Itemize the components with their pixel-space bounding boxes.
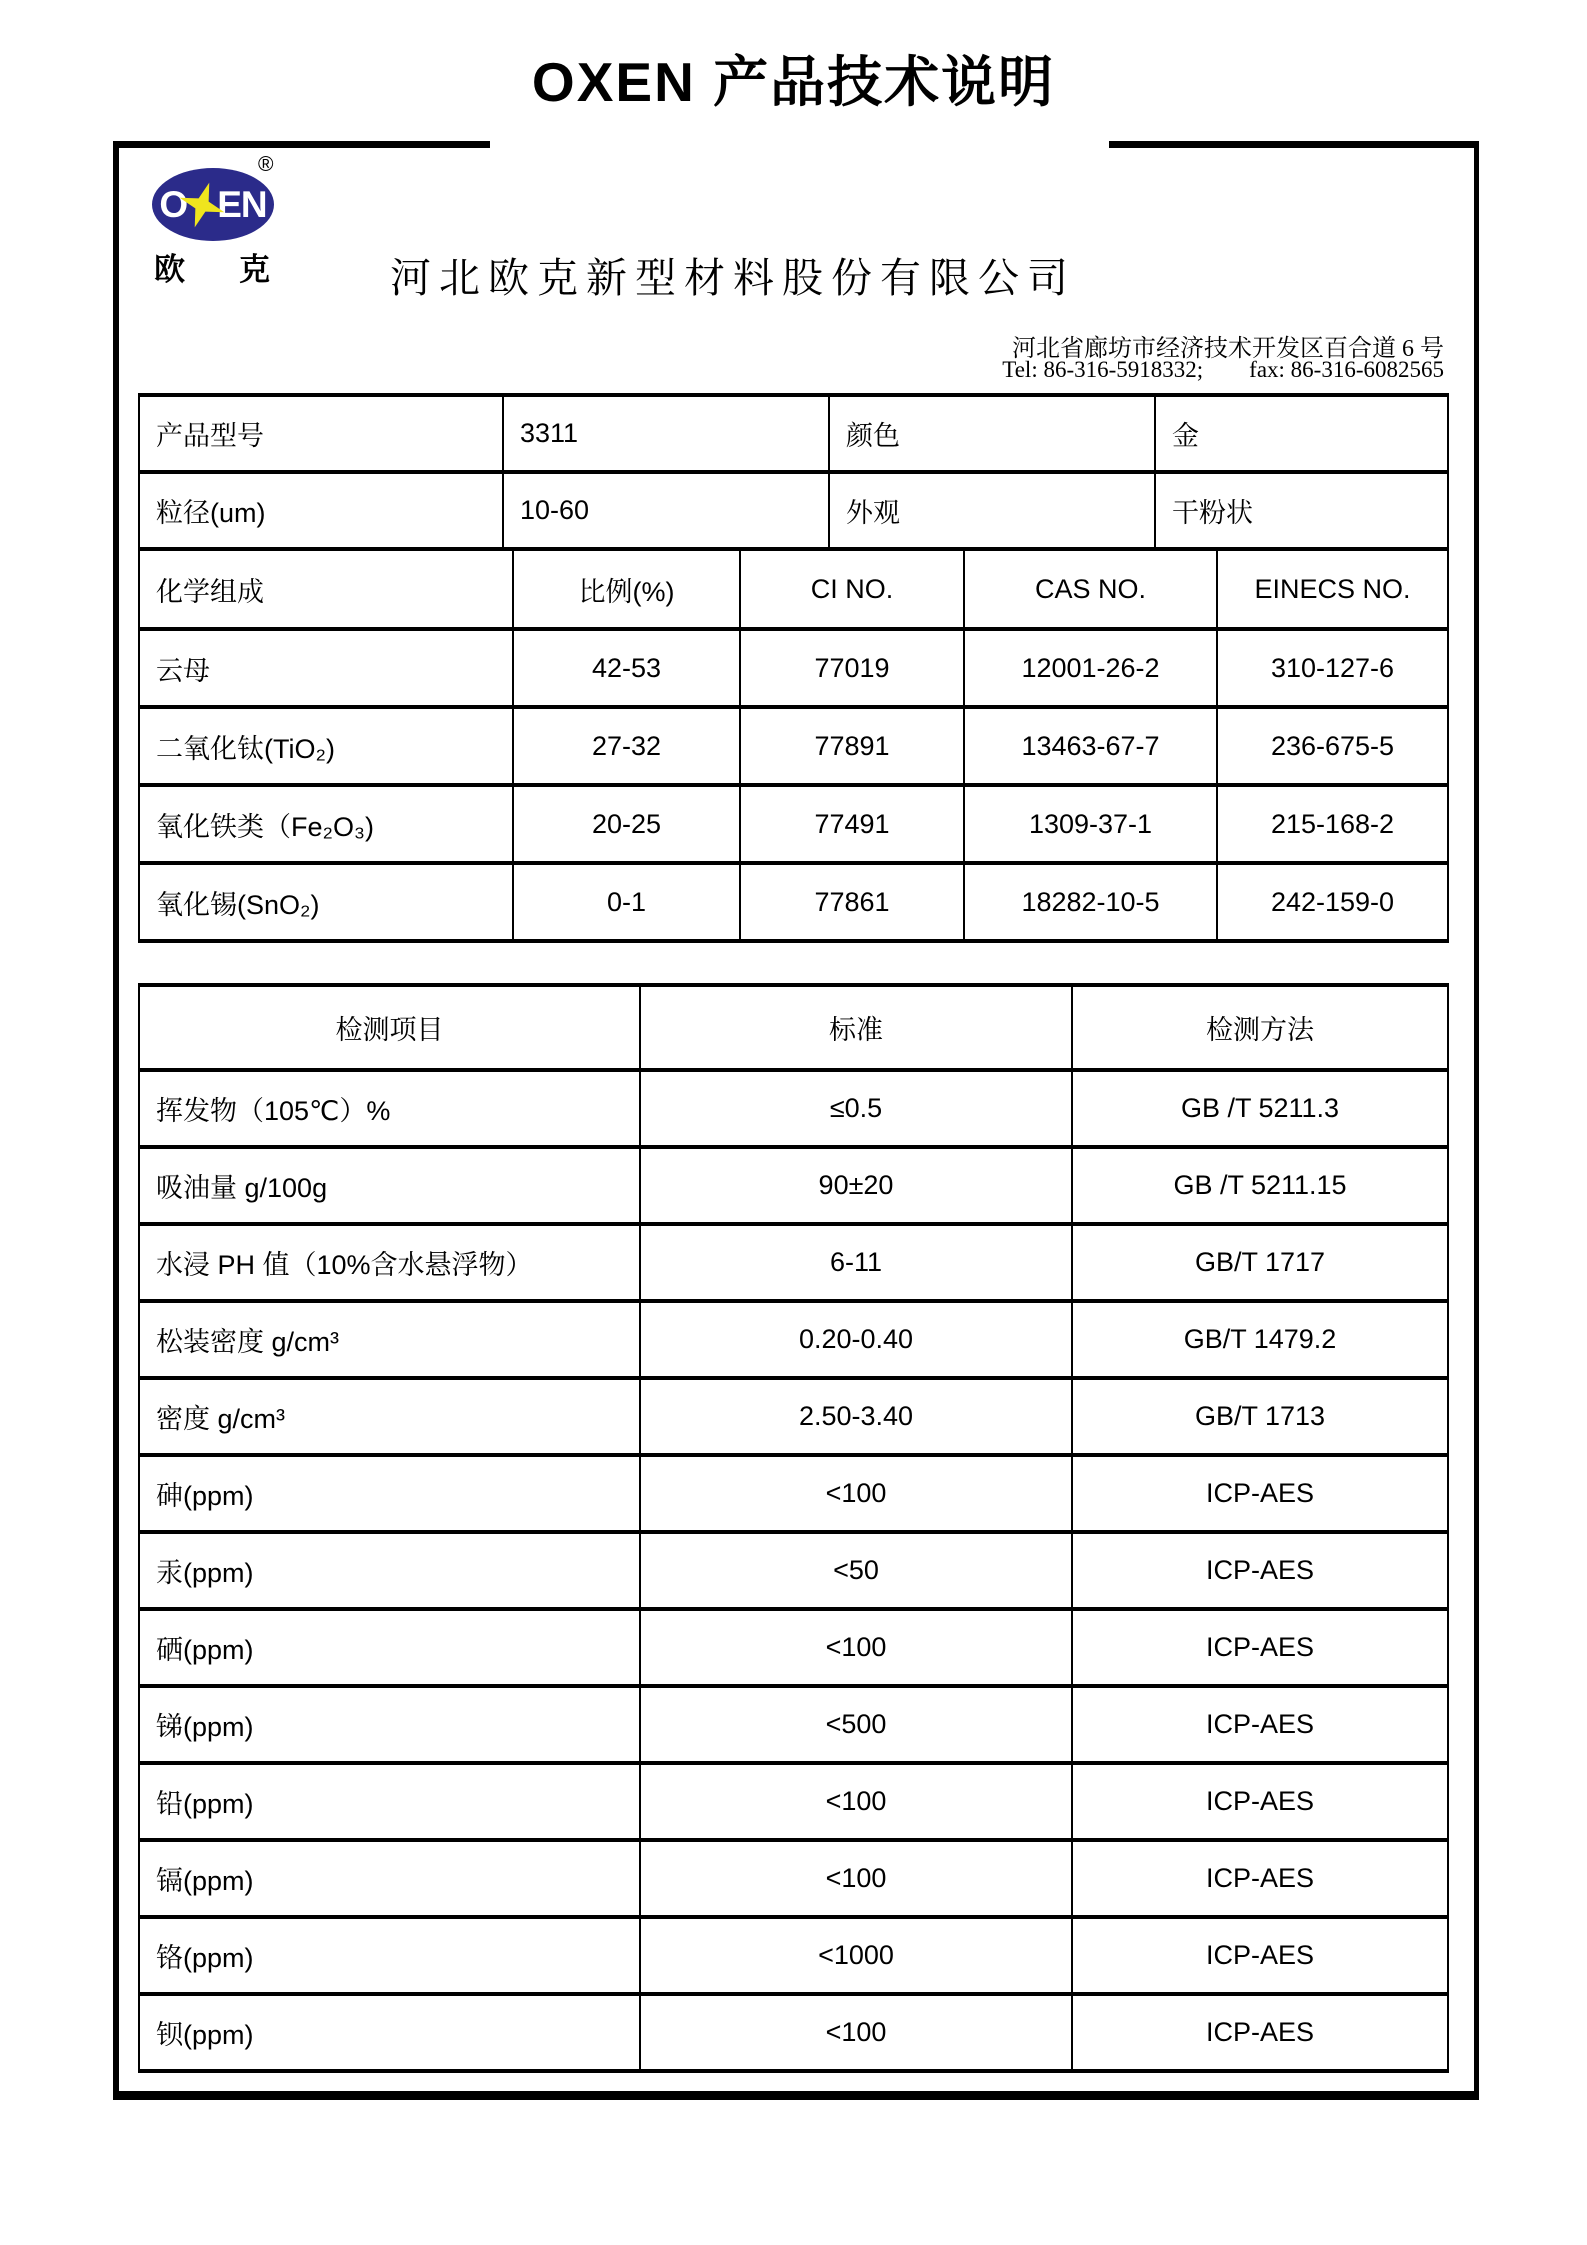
table-row (139, 863, 1448, 941)
test-standard: <100 (640, 1994, 1072, 2071)
logo-caption-left: 欧 (154, 252, 185, 287)
test-method: GB /T 5211.3 (1072, 1070, 1448, 1147)
logo-caption-right: 克 (239, 252, 270, 287)
table-row (139, 1070, 1448, 1147)
logo-letter-o: O (159, 184, 188, 225)
table-row (139, 1994, 1448, 2071)
component-einecs: 236-675-5 (1217, 707, 1448, 785)
appearance-label: 外观 (829, 472, 1155, 549)
component-ratio: 42-53 (513, 629, 740, 707)
logo-letters-en: EN (217, 184, 267, 225)
product-model-label: 产品型号 (139, 395, 503, 472)
test-method: ICP-AES (1072, 1609, 1448, 1686)
test-item: 吸油量 g/100g (139, 1147, 640, 1224)
test-method: GB/T 1717 (1072, 1224, 1448, 1301)
table-header-row (139, 549, 1448, 629)
color-value: 金 (1155, 395, 1448, 472)
test-item: 铅(ppm) (139, 1763, 640, 1840)
particle-size-value: 10-60 (503, 472, 829, 549)
test-standard: <100 (640, 1609, 1072, 1686)
col-header-composition: 化学组成 (139, 549, 513, 629)
page-title: OXEN 产品技术说明 (531, 51, 1056, 113)
table-row (139, 1455, 1448, 1532)
table-row (139, 395, 1448, 472)
oxen-logo (152, 168, 274, 241)
test-method: GB/T 1479.2 (1072, 1301, 1448, 1378)
appearance-value: 干粉状 (1155, 472, 1448, 549)
content-border-box (113, 141, 1479, 2100)
test-method: ICP-AES (1072, 1686, 1448, 1763)
component-cas: 18282-10-5 (964, 863, 1217, 941)
test-standard: ≤0.5 (640, 1070, 1072, 1147)
table-row (139, 1609, 1448, 1686)
test-item: 水浸 PH 值（10%含水悬浮物） (139, 1224, 640, 1301)
company-fax: fax: 86-316-6082565 (1249, 357, 1444, 382)
test-standard: <1000 (640, 1917, 1072, 1994)
test-item: 砷(ppm) (139, 1455, 640, 1532)
table-row (139, 472, 1448, 549)
table-row (139, 1686, 1448, 1763)
col-header-standard: 标准 (640, 985, 1072, 1070)
table-row (139, 1917, 1448, 1994)
col-header-method: 检测方法 (1072, 985, 1448, 1070)
test-item: 密度 g/cm³ (139, 1378, 640, 1455)
test-item: 硒(ppm) (139, 1609, 640, 1686)
table-row (139, 1224, 1448, 1301)
component-ci: 77861 (740, 863, 964, 941)
table-row (139, 1532, 1448, 1609)
component-ratio: 0-1 (513, 863, 740, 941)
table-row (139, 785, 1448, 863)
test-item: 铬(ppm) (139, 1917, 640, 1994)
test-standard: <500 (640, 1686, 1072, 1763)
particle-size-label: 粒径(um) (139, 472, 503, 549)
component-einecs: 215-168-2 (1217, 785, 1448, 863)
table-row (139, 1763, 1448, 1840)
composition-table (138, 547, 1449, 943)
component-einecs: 310-127-6 (1217, 629, 1448, 707)
registered-trademark-icon: ® (258, 153, 274, 176)
component-ci: 77019 (740, 629, 964, 707)
component-name: 氧化锡(SnO₂) (139, 863, 513, 941)
product-and-composition-tables (138, 393, 1449, 943)
component-cas: 13463-67-7 (964, 707, 1217, 785)
component-ratio: 27-32 (513, 707, 740, 785)
test-standard: 2.50-3.40 (640, 1378, 1072, 1455)
test-table (138, 983, 1449, 2073)
test-item: 锑(ppm) (139, 1686, 640, 1763)
test-standard: 90±20 (640, 1147, 1072, 1224)
table-row (139, 1378, 1448, 1455)
test-table-wrapper (138, 983, 1449, 2073)
component-ci: 77891 (740, 707, 964, 785)
test-method: ICP-AES (1072, 1840, 1448, 1917)
test-standard: <100 (640, 1763, 1072, 1840)
test-method: ICP-AES (1072, 1994, 1448, 2071)
test-standard: 0.20-0.40 (640, 1301, 1072, 1378)
test-item: 钡(ppm) (139, 1994, 640, 2071)
test-method: ICP-AES (1072, 1455, 1448, 1532)
table-row (139, 707, 1448, 785)
table-row (139, 629, 1448, 707)
test-item: 松装密度 g/cm³ (139, 1301, 640, 1378)
test-method: ICP-AES (1072, 1763, 1448, 1840)
company-address: 河北省廊坊市经济技术开发区百合道 6 号 (1012, 336, 1444, 362)
test-method: ICP-AES (1072, 1917, 1448, 1994)
test-standard: <100 (640, 1455, 1072, 1532)
table-header-row (139, 985, 1448, 1070)
test-item: 挥发物（105℃）% (139, 1070, 640, 1147)
table-row (139, 1147, 1448, 1224)
test-item: 汞(ppm) (139, 1532, 640, 1609)
col-header-cas: CAS NO. (964, 549, 1217, 629)
component-cas: 1309-37-1 (964, 785, 1217, 863)
test-item: 镉(ppm) (139, 1840, 640, 1917)
component-name: 云母 (139, 629, 513, 707)
component-name: 二氧化钛(TiO₂) (139, 707, 513, 785)
component-name: 氧化铁类（Fe₂O₃) (139, 785, 513, 863)
product-model-value: 3311 (503, 395, 829, 472)
col-header-test-item: 检测项目 (139, 985, 640, 1070)
col-header-einecs: EINECS NO. (1217, 549, 1448, 629)
company-phones (1002, 357, 1444, 383)
test-standard: <100 (640, 1840, 1072, 1917)
logo-caption (154, 244, 270, 289)
color-label: 颜色 (829, 395, 1155, 472)
test-standard: <50 (640, 1532, 1072, 1609)
col-header-ci: CI NO. (740, 549, 964, 629)
test-method: GB /T 5211.15 (1072, 1147, 1448, 1224)
component-ci: 77491 (740, 785, 964, 863)
component-ratio: 20-25 (513, 785, 740, 863)
col-header-ratio: 比例(%) (513, 549, 740, 629)
component-cas: 12001-26-2 (964, 629, 1217, 707)
company-tel: Tel: 86-316-5918332; (1002, 357, 1204, 382)
table-row (139, 1301, 1448, 1378)
company-name: 河北欧克新型材料股份有限公司 (390, 255, 1076, 301)
product-info-table (138, 393, 1449, 551)
component-einecs: 242-159-0 (1217, 863, 1448, 941)
test-method: ICP-AES (1072, 1532, 1448, 1609)
test-method: GB/T 1713 (1072, 1378, 1448, 1455)
test-standard: 6-11 (640, 1224, 1072, 1301)
table-row (139, 1840, 1448, 1917)
